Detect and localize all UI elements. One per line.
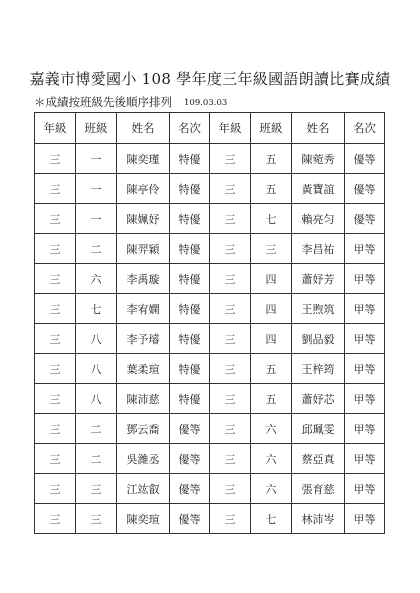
name-cell-left: 江竑叡 — [117, 474, 170, 504]
name-cell-right: 王梓筠 — [292, 354, 345, 384]
class-cell-right: 六 — [251, 444, 292, 474]
grade-cell-left: 三 — [35, 204, 76, 234]
header-grade-right: 年級 — [210, 113, 251, 144]
rank-cell-right: 甲等 — [345, 264, 385, 294]
name-cell-right: 李昌祐 — [292, 234, 345, 264]
grade-cell-left: 三 — [35, 144, 76, 174]
grade-cell-left: 三 — [35, 174, 76, 204]
class-cell-right: 五 — [251, 144, 292, 174]
name-cell-left: 陳沛慈 — [117, 384, 170, 414]
rank-cell-right: 優等 — [345, 174, 385, 204]
grade-cell-right: 三 — [210, 234, 251, 264]
grade-cell-right: 三 — [210, 354, 251, 384]
sort-note — [34, 94, 227, 110]
sort-note-text: ＊成績按班級先後順序排列 — [34, 95, 172, 109]
grade-cell-right: 三 — [210, 414, 251, 444]
class-cell-right: 三 — [251, 234, 292, 264]
rank-cell-right: 甲等 — [345, 414, 385, 444]
name-cell-left: 陳奕瑄 — [117, 504, 170, 534]
class-cell-left: 八 — [76, 384, 117, 414]
rank-cell-left: 特優 — [170, 234, 210, 264]
rank-cell-left: 優等 — [170, 504, 210, 534]
name-cell-right: 林沛岑 — [292, 504, 345, 534]
class-cell-left: 八 — [76, 324, 117, 354]
grade-cell-right: 三 — [210, 474, 251, 504]
rank-cell-left: 優等 — [170, 444, 210, 474]
class-cell-right: 四 — [251, 294, 292, 324]
rank-cell-right: 優等 — [345, 144, 385, 174]
header-row — [35, 113, 385, 144]
grade-cell-right: 三 — [210, 174, 251, 204]
class-cell-left: 一 — [76, 204, 117, 234]
class-cell-left: 一 — [76, 144, 117, 174]
table-row — [35, 414, 385, 444]
table-row — [35, 174, 385, 204]
class-cell-right: 六 — [251, 474, 292, 504]
rank-cell-left: 特優 — [170, 324, 210, 354]
table-body — [35, 144, 385, 534]
table-row — [35, 234, 385, 264]
rank-cell-right: 甲等 — [345, 354, 385, 384]
name-cell-left: 李禹璇 — [117, 264, 170, 294]
rank-cell-right: 甲等 — [345, 324, 385, 354]
table-row — [35, 354, 385, 384]
grade-cell-left: 三 — [35, 474, 76, 504]
name-cell-right: 陳菀秀 — [292, 144, 345, 174]
name-cell-right: 黃寶誼 — [292, 174, 345, 204]
name-cell-right: 蕭妤芯 — [292, 384, 345, 414]
rank-cell-right: 甲等 — [345, 234, 385, 264]
class-cell-right: 四 — [251, 264, 292, 294]
name-cell-right: 賴亮匀 — [292, 204, 345, 234]
class-cell-right: 五 — [251, 354, 292, 384]
header-name-left: 姓名 — [117, 113, 170, 144]
rank-cell-left: 特優 — [170, 264, 210, 294]
grade-cell-right: 三 — [210, 294, 251, 324]
rank-cell-left: 特優 — [170, 294, 210, 324]
grade-cell-right: 三 — [210, 384, 251, 414]
name-cell-right: 張育慈 — [292, 474, 345, 504]
table-row — [35, 264, 385, 294]
rank-cell-right: 優等 — [345, 204, 385, 234]
grade-cell-left: 三 — [35, 234, 76, 264]
name-cell-left: 李予璿 — [117, 324, 170, 354]
rank-cell-right: 甲等 — [345, 444, 385, 474]
class-cell-right: 五 — [251, 174, 292, 204]
grade-cell-left: 三 — [35, 264, 76, 294]
rank-cell-left: 特優 — [170, 354, 210, 384]
grade-cell-left: 三 — [35, 294, 76, 324]
name-cell-right: 劉品毅 — [292, 324, 345, 354]
date-label: 109.03.03 — [184, 98, 228, 108]
class-cell-right: 六 — [251, 414, 292, 444]
header-rank-right: 名次 — [345, 113, 385, 144]
rank-cell-left: 特優 — [170, 384, 210, 414]
table-row — [35, 204, 385, 234]
name-cell-left: 陳奕瑾 — [117, 144, 170, 174]
table-row — [35, 324, 385, 354]
rank-cell-left: 優等 — [170, 414, 210, 444]
table-row — [35, 294, 385, 324]
grade-cell-right: 三 — [210, 204, 251, 234]
table-row — [35, 144, 385, 174]
class-cell-left: 二 — [76, 414, 117, 444]
name-cell-left: 吳濰丞 — [117, 444, 170, 474]
name-cell-left: 陳亭伶 — [117, 174, 170, 204]
rank-cell-right: 甲等 — [345, 504, 385, 534]
table-row — [35, 504, 385, 534]
class-cell-right: 七 — [251, 504, 292, 534]
header-class-left: 班級 — [76, 113, 117, 144]
header-grade-left: 年級 — [35, 113, 76, 144]
header-class-right: 班級 — [251, 113, 292, 144]
rank-cell-left: 特優 — [170, 144, 210, 174]
class-cell-right: 四 — [251, 324, 292, 354]
grade-cell-left: 三 — [35, 354, 76, 384]
class-cell-left: 一 — [76, 174, 117, 204]
grade-cell-left: 三 — [35, 504, 76, 534]
rank-cell-right: 甲等 — [345, 384, 385, 414]
table-row — [35, 444, 385, 474]
page-title: 嘉義市博愛國小 108 學年度三年級國語朗讀比賽成績 — [29, 70, 391, 88]
name-cell-left: 葉柔瑄 — [117, 354, 170, 384]
class-cell-left: 二 — [76, 444, 117, 474]
name-cell-left: 鄧云喬 — [117, 414, 170, 444]
class-cell-right: 七 — [251, 204, 292, 234]
name-cell-left: 陳姵妤 — [117, 204, 170, 234]
grade-cell-left: 三 — [35, 384, 76, 414]
grade-cell-right: 三 — [210, 504, 251, 534]
rank-cell-left: 優等 — [170, 474, 210, 504]
rank-cell-left: 特優 — [170, 204, 210, 234]
table-row — [35, 384, 385, 414]
name-cell-left: 李宥嫻 — [117, 294, 170, 324]
name-cell-right: 蕭妤芳 — [292, 264, 345, 294]
name-cell-left: 陳羿穎 — [117, 234, 170, 264]
grade-cell-left: 三 — [35, 324, 76, 354]
rank-cell-right: 甲等 — [345, 474, 385, 504]
class-cell-left: 八 — [76, 354, 117, 384]
class-cell-left: 三 — [76, 474, 117, 504]
class-cell-left: 三 — [76, 504, 117, 534]
rank-cell-right: 甲等 — [345, 294, 385, 324]
name-cell-right: 王煦筑 — [292, 294, 345, 324]
grade-cell-left: 三 — [35, 414, 76, 444]
name-cell-right: 邱珮雯 — [292, 414, 345, 444]
header-name-right: 姓名 — [292, 113, 345, 144]
name-cell-right: 蔡亞真 — [292, 444, 345, 474]
class-cell-left: 二 — [76, 234, 117, 264]
class-cell-right: 五 — [251, 384, 292, 414]
class-cell-left: 七 — [76, 294, 117, 324]
results-table — [34, 112, 385, 534]
rank-cell-left: 特優 — [170, 174, 210, 204]
grade-cell-right: 三 — [210, 324, 251, 354]
table-row — [35, 474, 385, 504]
class-cell-left: 六 — [76, 264, 117, 294]
grade-cell-right: 三 — [210, 444, 251, 474]
grade-cell-right: 三 — [210, 264, 251, 294]
grade-cell-left: 三 — [35, 444, 76, 474]
header-rank-left: 名次 — [170, 113, 210, 144]
grade-cell-right: 三 — [210, 144, 251, 174]
